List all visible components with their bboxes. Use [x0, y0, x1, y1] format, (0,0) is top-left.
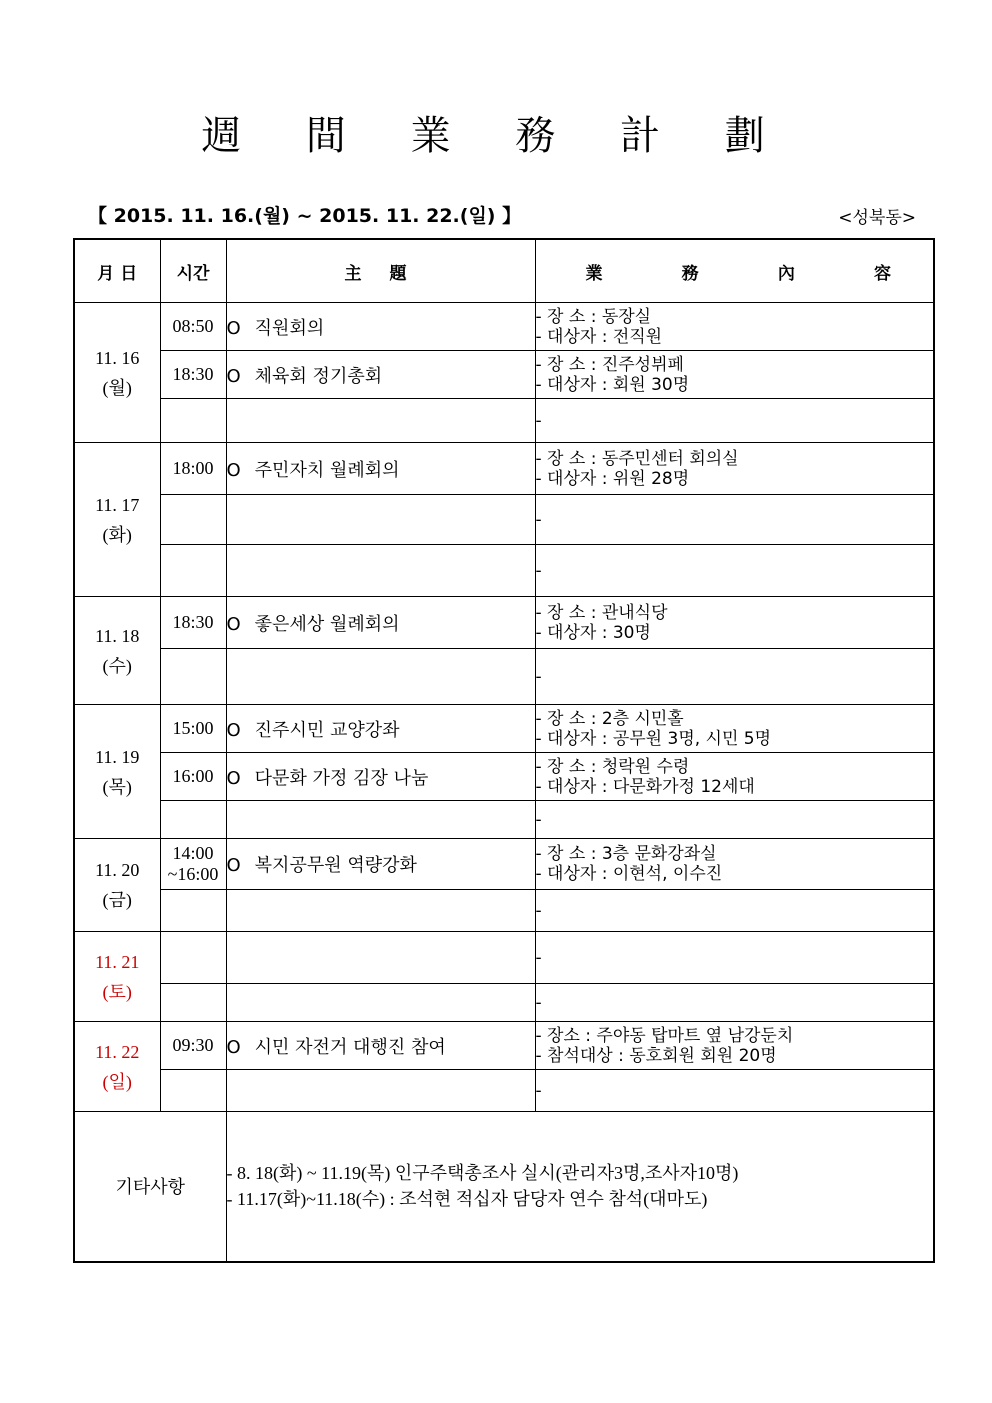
subject-cell	[226, 649, 535, 705]
time-cell	[160, 984, 226, 1022]
content-line: -	[535, 947, 542, 968]
table-row	[74, 303, 934, 351]
content-line: - 장 소 : 진주성뷔페	[535, 354, 684, 375]
content-cell	[535, 597, 934, 649]
content-line: - 대상자 : 이현석, 이수진	[535, 864, 723, 884]
subject-text: 주민자치 월례회의	[254, 459, 400, 481]
time-cell	[160, 495, 226, 545]
subject-cell	[226, 1022, 535, 1070]
time-text: 18:30	[172, 364, 214, 384]
table-row	[74, 890, 934, 932]
subject-cell	[226, 303, 535, 351]
content-line: - 대상자 : 위원 28명	[535, 468, 690, 489]
bullet-icon: O	[226, 1036, 241, 1058]
date-cell	[74, 839, 160, 932]
content-line: - 대상자 : 공무원 3명, 시민 5명	[535, 728, 772, 749]
content-cell	[535, 984, 934, 1022]
time-cell	[160, 351, 226, 399]
subject-cell	[226, 399, 535, 443]
subject-cell	[226, 495, 535, 545]
content-line: - 대상자 : 다문화가정 12세대	[535, 776, 755, 797]
content-line: - 대상자 : 30명	[535, 622, 651, 643]
content-line: - 장 소 : 동주민센터 회의실	[535, 448, 739, 469]
table-row	[74, 649, 934, 705]
time-end-text: ~16:00	[167, 864, 219, 884]
subject-text: 복지공무원 역량강화	[254, 855, 417, 876]
time-cell	[160, 890, 226, 932]
table-row	[74, 443, 934, 495]
content-cell	[535, 839, 934, 890]
time-cell	[160, 801, 226, 839]
table-row	[74, 932, 934, 984]
subject-cell	[226, 1070, 535, 1112]
date-cell	[74, 705, 160, 839]
content-line: -	[535, 560, 542, 581]
time-text: 16:00	[172, 766, 214, 786]
subject-text: 시민 자전거 대행진 참여	[254, 1036, 446, 1058]
time-cell	[160, 1070, 226, 1112]
weekday-text: (토)	[102, 981, 132, 1002]
header-subject-char: 主	[344, 263, 362, 284]
time-cell	[160, 649, 226, 705]
content-cell	[535, 399, 934, 443]
table-row	[74, 597, 934, 649]
date-cell	[74, 303, 160, 443]
subject-text: 체육회 정기총회	[254, 365, 383, 387]
weekday-text: (목)	[102, 776, 132, 797]
date-text: 11. 17	[95, 494, 140, 515]
content-cell	[535, 495, 934, 545]
table-row	[74, 495, 934, 545]
bullet-icon: O	[226, 719, 241, 741]
time-text: 18:00	[172, 458, 214, 478]
header-content-char: 務	[681, 263, 699, 284]
content-cell	[535, 932, 934, 984]
subject-cell	[226, 801, 535, 839]
time-cell	[160, 705, 226, 753]
content-line: -	[535, 900, 542, 921]
time-cell	[160, 597, 226, 649]
content-line: -	[535, 509, 542, 530]
date-cell	[74, 1022, 160, 1112]
table-row	[74, 984, 934, 1022]
subject-cell	[226, 753, 535, 801]
date-cell	[74, 932, 160, 1022]
content-cell	[535, 649, 934, 705]
date-cell	[74, 443, 160, 597]
header-subject-char: 題	[389, 263, 407, 284]
header-date: 月 日	[74, 239, 160, 303]
table-row	[74, 705, 934, 753]
content-line: -	[535, 666, 542, 687]
time-cell	[160, 1022, 226, 1070]
content-line: -	[535, 809, 542, 830]
content-cell	[535, 753, 934, 801]
content-line: -	[535, 992, 542, 1013]
date-text: 11. 16	[95, 347, 140, 368]
table-row	[74, 801, 934, 839]
time-text: 15:00	[172, 718, 214, 738]
content-cell	[535, 351, 934, 399]
date-text: 11. 21	[95, 951, 140, 972]
content-cell	[535, 705, 934, 753]
bullet-icon: O	[226, 767, 241, 789]
department-label: <성북동>	[838, 208, 916, 228]
content-cell	[535, 545, 934, 597]
page-title: 週 間 業 務 計 劃	[201, 113, 791, 159]
table-row	[74, 839, 934, 890]
content-cell	[535, 443, 934, 495]
subject-text: 다문화 가정 김장 나눔	[254, 767, 429, 789]
time-cell	[160, 932, 226, 984]
content-cell	[535, 303, 934, 351]
weekday-text: (화)	[102, 524, 132, 545]
subject-cell	[226, 545, 535, 597]
date-text: 11. 19	[95, 746, 140, 767]
time-cell	[160, 545, 226, 597]
bullet-icon: O	[226, 613, 241, 635]
time-text: 09:30	[172, 1035, 214, 1055]
etc-line: - 11.17(화)~11.18(수) : 조석현 적십자 담당자 연수 참석(대마도)	[226, 1189, 708, 1210]
table-row	[74, 1070, 934, 1112]
schedule-table	[73, 238, 935, 1263]
time-text: 14:00	[172, 843, 214, 863]
time-cell	[160, 753, 226, 801]
content-cell	[535, 890, 934, 932]
weekday-text: (금)	[102, 890, 132, 910]
subject-text: 진주시민 교양강좌	[254, 719, 400, 741]
date-text: 11. 22	[95, 1041, 140, 1062]
bullet-icon: O	[226, 459, 241, 481]
header-content-char: 容	[873, 263, 891, 284]
table-row	[74, 545, 934, 597]
etc-body	[226, 1112, 934, 1262]
header-subject	[226, 239, 535, 303]
subject-cell	[226, 705, 535, 753]
subject-cell	[226, 932, 535, 984]
etc-line: - 8. 18(화) ~ 11.19(목) 인구주택총조사 실시(관리자3명,조사자10명)	[226, 1163, 739, 1184]
subject-cell	[226, 890, 535, 932]
header-time: 시간	[160, 239, 226, 303]
date-text: 11. 20	[95, 860, 140, 880]
content-line: -	[535, 1080, 542, 1101]
weekday-text: (수)	[102, 655, 132, 676]
content-line: - 대상자 : 전직원	[535, 326, 663, 347]
content-line: - 장 소 : 동장실	[535, 306, 652, 327]
table-row	[74, 399, 934, 443]
content-cell	[535, 1022, 934, 1070]
subject-cell	[226, 351, 535, 399]
subject-cell	[226, 597, 535, 649]
header-content-char: 業	[585, 263, 603, 284]
etc-label: 기타사항	[74, 1112, 226, 1262]
subject-cell	[226, 984, 535, 1022]
etc-row	[74, 1112, 934, 1262]
time-cell	[160, 839, 226, 890]
bullet-icon: O	[226, 855, 241, 876]
time-cell	[160, 443, 226, 495]
weekday-text: (월)	[102, 377, 132, 398]
date-cell	[74, 597, 160, 705]
content-line: - 장 소 : 청락원 수령	[535, 756, 690, 777]
table-row	[74, 351, 934, 399]
subject-cell	[226, 443, 535, 495]
content-cell	[535, 1070, 934, 1112]
content-line: - 장 소 : 관내식당	[535, 602, 668, 623]
weekday-text: (일)	[102, 1071, 132, 1092]
table-row	[74, 753, 934, 801]
header-content	[535, 239, 934, 303]
header-content-char: 內	[777, 263, 795, 284]
period-range: 【 2015. 11. 16.(월) ~ 2015. 11. 22.(일) 】	[88, 205, 522, 227]
bullet-icon: O	[226, 365, 241, 387]
content-line: - 장 소 : 2층 시민홀	[535, 708, 684, 729]
content-line: - 참석대상 : 동호회원 회원 20명	[535, 1045, 777, 1066]
subject-text: 좋은세상 월례회의	[254, 613, 400, 635]
content-line: - 장소 : 주야동 탑마트 옆 남강둔치	[535, 1025, 794, 1046]
time-cell	[160, 303, 226, 351]
time-text: 18:30	[172, 612, 214, 632]
content-cell	[535, 801, 934, 839]
content-line: - 대상자 : 회원 30명	[535, 374, 690, 395]
content-line: - 장 소 : 3층 문화강좌실	[535, 844, 717, 864]
subject-cell	[226, 839, 535, 890]
bullet-icon: O	[226, 317, 241, 339]
content-line: -	[535, 410, 542, 431]
table-row	[74, 1022, 934, 1070]
time-cell	[160, 399, 226, 443]
table-header-row	[74, 239, 934, 303]
date-text: 11. 18	[95, 625, 140, 646]
time-text: 08:50	[172, 316, 214, 336]
subject-text: 직원회의	[254, 317, 325, 339]
